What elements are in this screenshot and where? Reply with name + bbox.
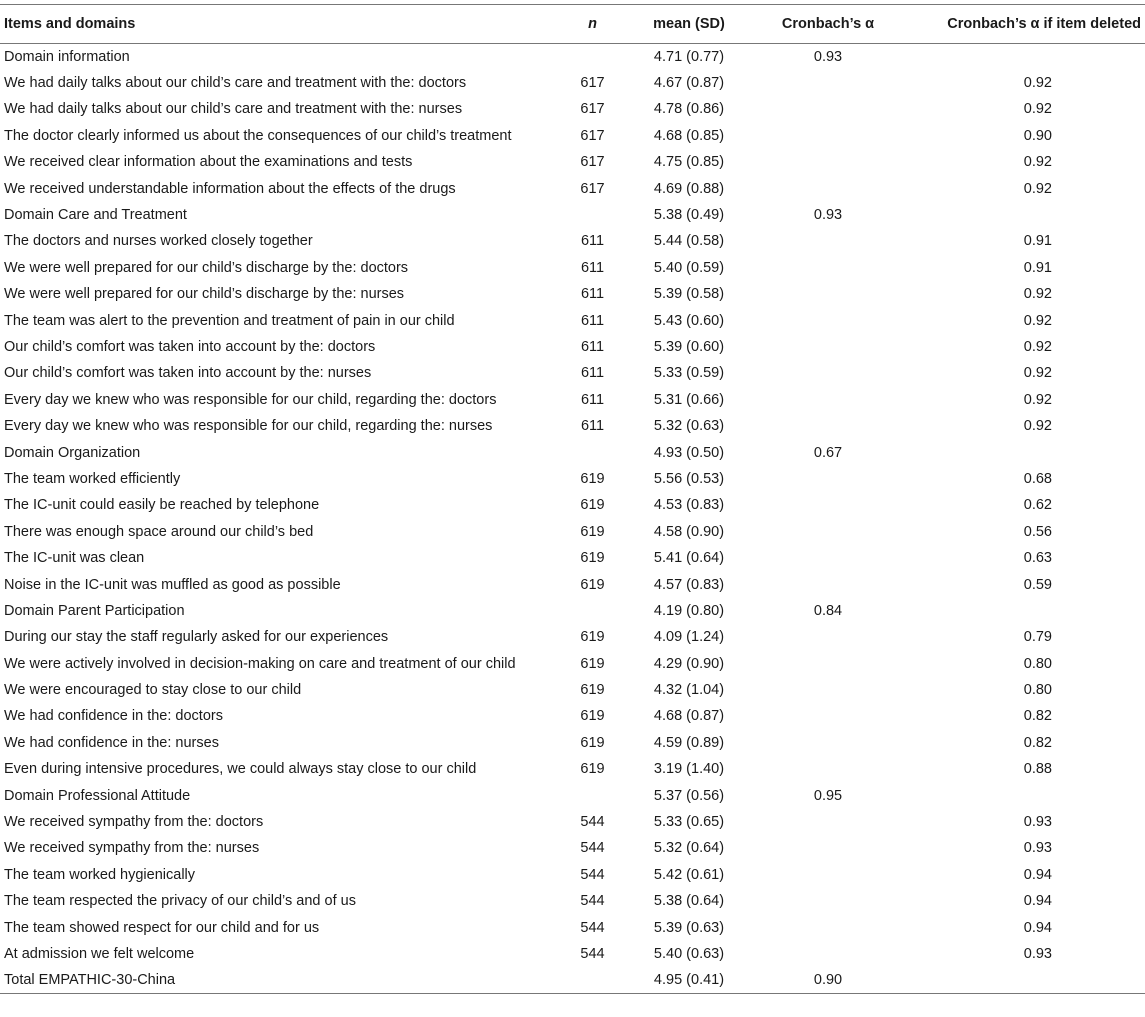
cell-alpha-if-deleted: 0.82 — [1023, 708, 1052, 725]
table-row — [0, 967, 1145, 993]
cell-cronbach-alpha: 0.84 — [813, 602, 843, 619]
cell-item: We received understandable information about the effects of the drugs — [4, 180, 456, 197]
cell-item: We were well prepared for our child’s discharge by the: nurses — [4, 286, 405, 303]
table-row — [0, 730, 1145, 756]
cell-item: Every day we knew who was responsible for our child, regarding the: nurses — [4, 418, 493, 435]
cell-cronbach-alpha — [753, 228, 903, 254]
cell-cronbach-alpha — [753, 835, 903, 861]
cell-item: We received sympathy from the: doctors — [4, 814, 264, 831]
cell-alpha-if-deleted — [903, 967, 1145, 993]
cell-mean-sd: 4.71 (0.77) — [653, 48, 725, 65]
table-row — [0, 413, 1145, 439]
cell-cronbach-alpha — [753, 307, 903, 333]
cell-mean-sd: 5.40 (0.63) — [653, 945, 725, 962]
cell-n — [560, 202, 625, 228]
cell-n: 619 — [580, 682, 605, 699]
table-row — [0, 228, 1145, 254]
cell-cronbach-alpha — [753, 360, 903, 386]
cell-alpha-if-deleted: 0.68 — [1023, 470, 1052, 487]
cell-mean-sd: 5.41 (0.64) — [653, 550, 725, 567]
cell-item: There was enough space around our child’s bed — [4, 523, 314, 540]
cell-mean-sd: 5.33 (0.59) — [653, 365, 725, 382]
cell-alpha-if-deleted: 0.92 — [1023, 154, 1052, 171]
cell-mean-sd: 4.68 (0.87) — [653, 708, 725, 725]
cell-n — [560, 44, 625, 70]
cell-cronbach-alpha — [753, 70, 903, 96]
cell-alpha-if-deleted: 0.92 — [1023, 180, 1052, 197]
cell-alpha-if-deleted: 0.94 — [1023, 893, 1052, 910]
cell-cronbach-alpha — [753, 888, 903, 914]
cell-n — [560, 439, 625, 465]
cell-item: We had confidence in the: nurses — [4, 734, 219, 751]
cell-n — [560, 782, 625, 808]
table-row — [0, 809, 1145, 835]
cell-item: The doctor clearly informed us about the consequences of our child’s treatment — [4, 127, 512, 144]
cell-mean-sd: 5.32 (0.63) — [653, 418, 725, 435]
cell-mean-sd: 4.53 (0.83) — [653, 497, 725, 514]
table-row — [0, 519, 1145, 545]
cell-n — [560, 598, 625, 624]
table-row — [0, 360, 1145, 386]
cell-n: 617 — [580, 180, 605, 197]
cell-item: Domain Parent Participation — [4, 602, 185, 619]
cell-cronbach-alpha — [753, 545, 903, 571]
cell-mean-sd: 4.93 (0.50) — [653, 444, 725, 461]
reliability-table — [0, 4, 1145, 994]
cell-n: 619 — [580, 629, 605, 646]
cell-item: Our child’s comfort was taken into account by the: nurses — [4, 365, 372, 382]
cell-alpha-if-deleted: 0.80 — [1023, 655, 1052, 672]
cell-mean-sd: 5.39 (0.60) — [653, 338, 725, 355]
cell-alpha-if-deleted: 0.59 — [1023, 576, 1052, 593]
table-row — [0, 624, 1145, 650]
cell-mean-sd: 4.67 (0.87) — [653, 75, 725, 92]
cell-n: 611 — [580, 418, 605, 435]
cell-cronbach-alpha — [753, 281, 903, 307]
cell-mean-sd: 5.39 (0.63) — [653, 919, 725, 936]
cell-mean-sd: 5.44 (0.58) — [653, 233, 725, 250]
table-row — [0, 149, 1145, 175]
cell-n: 544 — [580, 866, 605, 883]
table-row — [0, 439, 1145, 465]
header-alpha-if-deleted: Cronbach’s α if item deleted — [947, 16, 1141, 32]
table-row — [0, 888, 1145, 914]
cell-cronbach-alpha: 0.95 — [813, 787, 843, 804]
cell-n: 544 — [580, 840, 605, 857]
cell-mean-sd: 5.39 (0.58) — [653, 286, 725, 303]
cell-alpha-if-deleted — [903, 202, 1145, 228]
cell-n: 617 — [580, 101, 605, 118]
table-row — [0, 862, 1145, 888]
cell-item: We had daily talks about our child’s care and treatment with the: nurses — [4, 101, 463, 118]
cell-mean-sd: 5.56 (0.53) — [653, 470, 725, 487]
cell-n: 619 — [580, 576, 605, 593]
cell-alpha-if-deleted: 0.93 — [1023, 814, 1052, 831]
cell-item: The team was alert to the prevention and treatment of pain in our child — [4, 312, 455, 329]
cell-mean-sd: 3.19 (1.40) — [653, 761, 725, 778]
table-row — [0, 545, 1145, 571]
cell-alpha-if-deleted: 0.90 — [1023, 127, 1052, 144]
cell-alpha-if-deleted: 0.62 — [1023, 497, 1052, 514]
cell-alpha-if-deleted: 0.94 — [1023, 919, 1052, 936]
cell-item: Domain Organization — [4, 444, 141, 461]
cell-n: 611 — [580, 259, 605, 276]
cell-alpha-if-deleted — [903, 44, 1145, 70]
cell-alpha-if-deleted: 0.92 — [1023, 418, 1052, 435]
cell-item: The IC-unit was clean — [4, 550, 145, 567]
cell-alpha-if-deleted: 0.92 — [1023, 338, 1052, 355]
cell-alpha-if-deleted: 0.92 — [1023, 312, 1052, 329]
table-row — [0, 44, 1145, 70]
cell-item: Domain information — [4, 48, 130, 65]
cell-item: Domain Professional Attitude — [4, 787, 191, 804]
cell-item: Even during intensive procedures, we could always stay close to our child — [4, 761, 477, 778]
cell-mean-sd: 4.32 (1.04) — [653, 682, 725, 699]
cell-n: 611 — [580, 365, 605, 382]
cell-alpha-if-deleted: 0.91 — [1023, 259, 1052, 276]
cell-mean-sd: 5.43 (0.60) — [653, 312, 725, 329]
cell-n: 611 — [580, 312, 605, 329]
cell-alpha-if-deleted: 0.94 — [1023, 866, 1052, 883]
table-row — [0, 255, 1145, 281]
cell-n: 611 — [580, 338, 605, 355]
cell-cronbach-alpha — [753, 413, 903, 439]
cell-item: At admission we felt welcome — [4, 945, 195, 962]
cell-alpha-if-deleted: 0.79 — [1023, 629, 1052, 646]
cell-n — [560, 967, 625, 993]
cell-cronbach-alpha — [753, 650, 903, 676]
table-row — [0, 307, 1145, 333]
cell-mean-sd: 4.75 (0.85) — [653, 154, 725, 171]
cell-item: Total EMPATHIC-30-China — [4, 972, 176, 989]
cell-alpha-if-deleted: 0.80 — [1023, 682, 1052, 699]
cell-cronbach-alpha — [753, 175, 903, 201]
cell-item: The team respected the privacy of our child’s and of us — [4, 893, 356, 910]
cell-n: 619 — [580, 470, 605, 487]
cell-n: 619 — [580, 497, 605, 514]
cell-item: The team showed respect for our child and for us — [4, 919, 320, 936]
table-body — [0, 44, 1145, 994]
cell-cronbach-alpha: 0.67 — [813, 444, 843, 461]
cell-alpha-if-deleted: 0.93 — [1023, 840, 1052, 857]
cell-cronbach-alpha — [753, 96, 903, 122]
table-row — [0, 123, 1145, 149]
cell-n: 544 — [580, 919, 605, 936]
cell-alpha-if-deleted: 0.63 — [1023, 550, 1052, 567]
cell-cronbach-alpha: 0.90 — [813, 972, 843, 989]
cell-n: 617 — [580, 154, 605, 171]
cell-n: 619 — [580, 761, 605, 778]
table-row — [0, 387, 1145, 413]
header-n: n — [588, 16, 597, 32]
cell-cronbach-alpha — [753, 941, 903, 967]
table-row — [0, 835, 1145, 861]
cell-alpha-if-deleted: 0.92 — [1023, 75, 1052, 92]
cell-alpha-if-deleted: 0.92 — [1023, 391, 1052, 408]
cell-item: During our stay the staff regularly asked for our experiences — [4, 629, 389, 646]
cell-cronbach-alpha — [753, 334, 903, 360]
cell-alpha-if-deleted: 0.93 — [1023, 945, 1052, 962]
cell-item: We had confidence in the: doctors — [4, 708, 223, 725]
cell-item: The doctors and nurses worked closely together — [4, 233, 313, 250]
table-row — [0, 756, 1145, 782]
cell-cronbach-alpha: 0.93 — [813, 207, 843, 224]
cell-mean-sd: 4.57 (0.83) — [653, 576, 725, 593]
table-row — [0, 492, 1145, 518]
cell-mean-sd: 4.59 (0.89) — [653, 734, 725, 751]
cell-cronbach-alpha — [753, 914, 903, 940]
table-row — [0, 914, 1145, 940]
cell-item: Our child’s comfort was taken into account by the: doctors — [4, 338, 376, 355]
header-cronbach-alpha: Cronbach’s α — [781, 16, 875, 32]
cell-mean-sd: 4.68 (0.85) — [653, 127, 725, 144]
table-row — [0, 941, 1145, 967]
cell-item: We were encouraged to stay close to our child — [4, 682, 302, 699]
cell-mean-sd: 5.42 (0.61) — [653, 866, 725, 883]
table-row — [0, 466, 1145, 492]
cell-n: 617 — [580, 127, 605, 144]
cell-alpha-if-deleted: 0.91 — [1023, 233, 1052, 250]
cell-item: The team worked efficiently — [4, 470, 181, 487]
cell-item: The team worked hygienically — [4, 866, 196, 883]
cell-alpha-if-deleted: 0.92 — [1023, 101, 1052, 118]
cell-mean-sd: 4.29 (0.90) — [653, 655, 725, 672]
table-row — [0, 650, 1145, 676]
cell-item: We were well prepared for our child’s discharge by the: doctors — [4, 259, 409, 276]
table-row — [0, 281, 1145, 307]
cell-n: 544 — [580, 814, 605, 831]
cell-mean-sd: 4.19 (0.80) — [653, 602, 725, 619]
header-row — [0, 5, 1145, 44]
cell-cronbach-alpha — [753, 730, 903, 756]
header-items-and-domains: Items and domains — [4, 16, 136, 32]
table-row — [0, 96, 1145, 122]
cell-cronbach-alpha — [753, 123, 903, 149]
table-row — [0, 571, 1145, 597]
cell-alpha-if-deleted — [903, 782, 1145, 808]
cell-n: 544 — [580, 945, 605, 962]
cell-n: 611 — [580, 233, 605, 250]
cell-item: We received sympathy from the: nurses — [4, 840, 260, 857]
cell-item: The IC-unit could easily be reached by telephone — [4, 497, 320, 514]
table-row — [0, 334, 1145, 360]
cell-mean-sd: 5.38 (0.64) — [653, 893, 725, 910]
cell-alpha-if-deleted: 0.88 — [1023, 761, 1052, 778]
cell-item: Domain Care and Treatment — [4, 207, 187, 224]
cell-cronbach-alpha — [753, 387, 903, 413]
cell-cronbach-alpha — [753, 149, 903, 175]
cell-n: 611 — [580, 286, 605, 303]
header-mean-sd: mean (SD) — [653, 16, 725, 32]
cell-cronbach-alpha — [753, 624, 903, 650]
cell-n: 619 — [580, 523, 605, 540]
cell-item: We received clear information about the examinations and tests — [4, 154, 413, 171]
cell-cronbach-alpha: 0.93 — [813, 48, 843, 65]
table-row — [0, 70, 1145, 96]
cell-mean-sd: 4.58 (0.90) — [653, 523, 725, 540]
table-row — [0, 782, 1145, 808]
cell-item: Every day we knew who was responsible for our child, regarding the: doctors — [4, 391, 497, 408]
cell-item: We were actively involved in decision-making on care and treatment of our child — [4, 655, 516, 672]
cell-cronbach-alpha — [753, 519, 903, 545]
table-row — [0, 175, 1145, 201]
cell-n: 619 — [580, 655, 605, 672]
cell-n: 611 — [580, 391, 605, 408]
cell-item: We had daily talks about our child’s care and treatment with the: doctors — [4, 75, 467, 92]
cell-mean-sd: 5.40 (0.59) — [653, 259, 725, 276]
cell-n: 544 — [580, 893, 605, 910]
cell-mean-sd: 4.09 (1.24) — [653, 629, 725, 646]
table-header — [0, 5, 1145, 44]
cell-cronbach-alpha — [753, 466, 903, 492]
cell-cronbach-alpha — [753, 677, 903, 703]
cell-n: 617 — [580, 75, 605, 92]
cell-n: 619 — [580, 734, 605, 751]
cell-cronbach-alpha — [753, 492, 903, 518]
cell-cronbach-alpha — [753, 703, 903, 729]
table-row — [0, 202, 1145, 228]
cell-alpha-if-deleted: 0.92 — [1023, 365, 1052, 382]
cell-mean-sd: 5.31 (0.66) — [653, 391, 725, 408]
cell-cronbach-alpha — [753, 255, 903, 281]
cell-alpha-if-deleted — [903, 439, 1145, 465]
cell-mean-sd: 4.95 (0.41) — [653, 972, 725, 989]
cell-n: 619 — [580, 708, 605, 725]
table-row — [0, 703, 1145, 729]
cell-mean-sd: 4.78 (0.86) — [653, 101, 725, 118]
table-row — [0, 598, 1145, 624]
cell-mean-sd: 5.38 (0.49) — [653, 207, 725, 224]
cell-item: Noise in the IC-unit was muffled as good as possible — [4, 576, 341, 593]
cell-mean-sd: 5.32 (0.64) — [653, 840, 725, 857]
cell-cronbach-alpha — [753, 862, 903, 888]
cell-alpha-if-deleted: 0.92 — [1023, 286, 1052, 303]
cell-cronbach-alpha — [753, 571, 903, 597]
cell-cronbach-alpha — [753, 809, 903, 835]
cell-mean-sd: 5.37 (0.56) — [653, 787, 725, 804]
table-row — [0, 677, 1145, 703]
cell-mean-sd: 5.33 (0.65) — [653, 814, 725, 831]
cell-cronbach-alpha — [753, 756, 903, 782]
cell-alpha-if-deleted: 0.82 — [1023, 734, 1052, 751]
cell-alpha-if-deleted — [903, 598, 1145, 624]
cell-n: 619 — [580, 550, 605, 567]
cell-alpha-if-deleted: 0.56 — [1023, 523, 1052, 540]
cell-mean-sd: 4.69 (0.88) — [653, 180, 725, 197]
